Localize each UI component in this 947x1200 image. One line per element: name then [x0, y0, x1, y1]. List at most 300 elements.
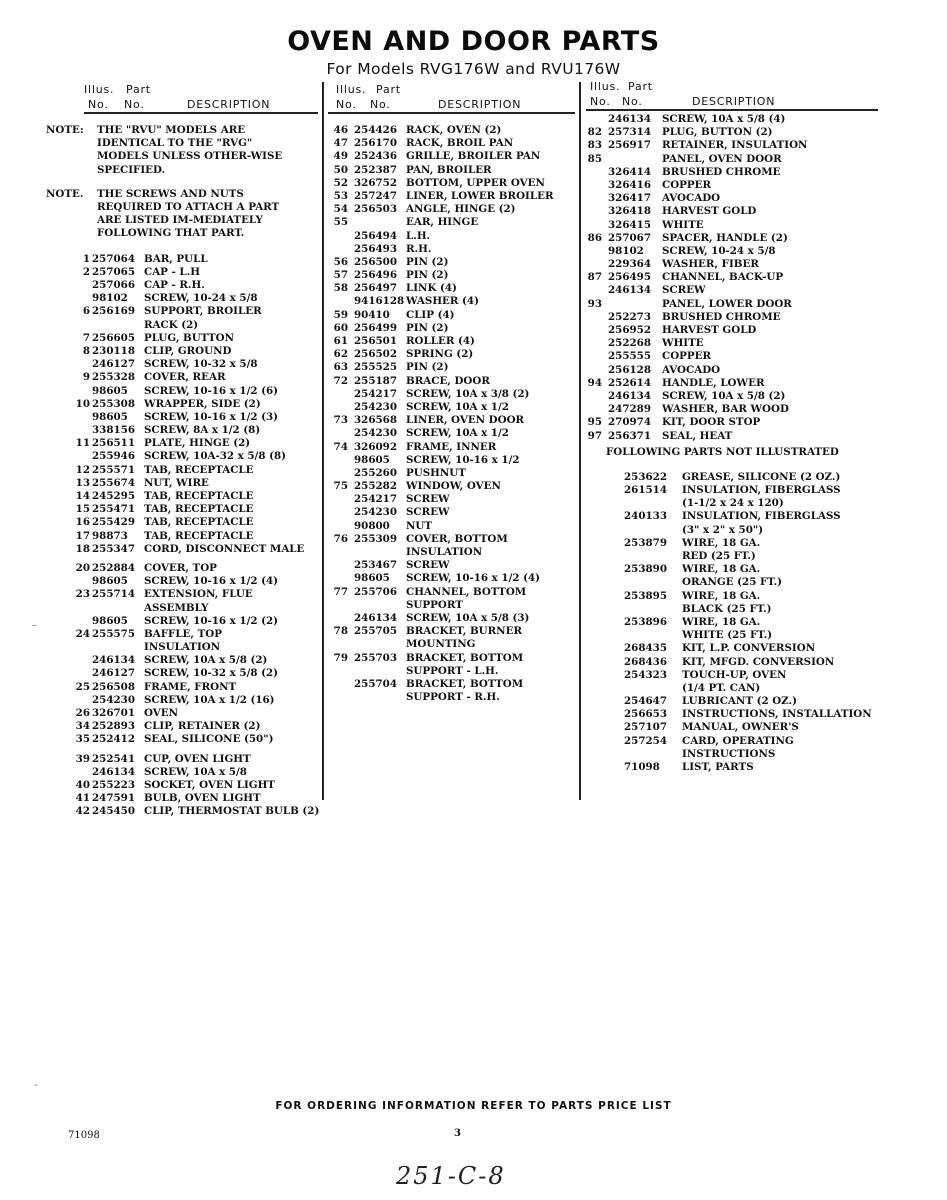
part-description: SCREW, 10A-32 x 5/8 (8) — [144, 450, 286, 463]
part-row — [46, 694, 318, 707]
part-row — [586, 656, 878, 669]
header-rule — [586, 109, 878, 111]
illus-number: 6 — [82, 305, 90, 318]
part-description: PUSHNUT — [406, 466, 466, 479]
part-description: LUBRICANT (2 OZ.) — [682, 695, 797, 708]
part-number: 240133 — [624, 510, 667, 523]
part-description: LINK (4) — [406, 282, 457, 295]
part-row — [586, 126, 878, 139]
part-row — [328, 678, 575, 691]
part-number: 245450 — [92, 805, 135, 818]
part-description: RACK, OVEN (2) — [406, 124, 502, 136]
illus-number: 53 — [333, 189, 348, 202]
part-number: 256605 — [92, 331, 135, 344]
part-number: 255704 — [354, 677, 397, 690]
part-number: 255471 — [92, 503, 135, 516]
part-row — [46, 424, 318, 437]
part-description: EXTENSION, FLUE — [144, 588, 253, 601]
part-description: INSULATION, FIBERGLASS — [682, 510, 841, 523]
part-number: 257247 — [354, 189, 397, 202]
part-number: 255706 — [354, 585, 397, 598]
part-row — [586, 311, 878, 324]
part-row — [586, 179, 878, 192]
part-description: SCREW, 10A x 5/8 (4) — [662, 113, 786, 125]
part-row — [586, 390, 878, 403]
illus-number: 73 — [333, 414, 348, 427]
part-description: NUT — [406, 519, 433, 532]
part-row — [46, 516, 318, 529]
part-description: SCREW, 10-32 x 5/8 (2) — [144, 667, 278, 680]
part-number: 256952 — [608, 324, 651, 336]
part-description: WASHER, BAR WOOD — [662, 403, 789, 416]
part-row — [586, 232, 878, 245]
part-number: 255260 — [354, 466, 397, 479]
part-row — [46, 779, 318, 792]
part-row — [328, 401, 575, 414]
part-row — [46, 753, 318, 766]
illus-number: 9 — [82, 371, 90, 384]
part-description: PLUG, BUTTON (2) — [662, 126, 773, 139]
illus-number: 23 — [75, 588, 90, 601]
part-row — [46, 411, 318, 424]
illus-number: 57 — [333, 269, 348, 282]
part-row — [586, 629, 878, 642]
part-row — [46, 543, 318, 556]
part-description: SCREW, 10A x 5/8 (2) — [144, 654, 268, 667]
page-subtitle: For Models RVG176W and RVU176W — [326, 60, 621, 78]
part-description: TAB, RECEPTACLE — [144, 529, 254, 542]
part-description: FRAME, FRONT — [144, 680, 237, 693]
illus-number: 85 — [587, 152, 602, 165]
part-number: 256495 — [608, 271, 651, 284]
part-description: SCREW, 10A x 5/8 (2) — [662, 389, 786, 402]
part-row — [586, 245, 878, 258]
part-description: BRACKET, BURNER — [406, 625, 523, 638]
part-number: 255308 — [92, 397, 135, 410]
part-row — [586, 364, 878, 377]
description-header: DESCRIPTION — [438, 98, 522, 111]
part-row — [586, 113, 878, 126]
part-number: 256493 — [354, 242, 397, 255]
ordering-note: FOR ORDERING INFORMATION REFER TO PARTS PRICE LIST — [275, 1100, 672, 1112]
illus-number: 54 — [333, 203, 348, 216]
part-number: 270974 — [608, 416, 651, 429]
part-number: 256128 — [608, 363, 651, 376]
part-number: 257067 — [608, 231, 651, 244]
part-row — [46, 332, 318, 345]
part-row — [328, 230, 575, 243]
part-row — [328, 599, 575, 612]
part-number: 9416128 — [354, 295, 405, 308]
part-description: SUPPORT - R.H. — [406, 691, 500, 704]
part-description: CLIP (4) — [406, 308, 455, 321]
part-row — [46, 477, 318, 490]
part-number: 253895 — [624, 589, 667, 602]
illus-number: 78 — [333, 625, 348, 638]
part-row — [46, 615, 318, 628]
part-number: 256499 — [354, 321, 397, 334]
part-description: MANUAL, OWNER'S — [682, 721, 799, 734]
part-row — [328, 150, 575, 163]
part-row — [586, 721, 878, 734]
description-header: DESCRIPTION — [187, 98, 271, 111]
part-row — [586, 416, 878, 429]
part-no-header: No. — [370, 98, 391, 111]
parts-column-2 — [328, 80, 575, 704]
part-row — [46, 707, 318, 720]
part-number: 252273 — [608, 310, 651, 323]
illus-number: 62 — [333, 348, 348, 361]
part-number: 257066 — [92, 279, 135, 291]
part-number: 246134 — [608, 284, 651, 297]
illus-header: Illus. — [336, 83, 367, 96]
part-description: HANDLE, LOWER — [662, 376, 765, 389]
illus-number: 1 — [82, 252, 90, 265]
scan-mark: - — [34, 1080, 38, 1091]
part-description: SCREW, 10A x 1/2 — [406, 400, 509, 413]
part-row — [328, 164, 575, 177]
illus-number: 83 — [587, 139, 602, 152]
part-description: GRILLE, BROILER PAN — [406, 150, 541, 163]
illus-number: 40 — [75, 778, 90, 791]
part-description: WIRE, 18 GA. — [682, 536, 761, 549]
part-description: PAN, BROILER — [406, 163, 492, 176]
part-description: SCREW, 10-16 x 1/2 (4) — [406, 572, 540, 585]
part-row — [46, 588, 318, 601]
part-description: INSTRUCTIONS — [682, 747, 776, 760]
note-text: THE SCREWS AND NUTS REQUIRED TO ATTACH A PART ARE LISTED IM-MEDIATELY FOLLOWING THAT PART. — [97, 187, 280, 240]
part-number: 98605 — [92, 410, 128, 423]
part-row — [46, 503, 318, 516]
part-description: TAB, RECEPTACLE — [144, 516, 254, 529]
part-row — [586, 324, 878, 337]
illus-number: 87 — [587, 271, 602, 284]
part-description: BRACE, DOOR — [406, 374, 490, 387]
part-description: SEAL, SILICONE (50") — [144, 733, 274, 746]
header-rule — [84, 112, 318, 114]
part-row — [46, 733, 318, 746]
part-description: WRAPPER, SIDE (2) — [144, 397, 261, 410]
part-number: 255705 — [354, 625, 397, 638]
part-number: 257064 — [92, 252, 135, 265]
part-row — [586, 550, 878, 563]
part-row — [46, 305, 318, 318]
part-description: L.H. — [406, 229, 431, 242]
illus-number: 60 — [333, 321, 348, 334]
part-description: ORANGE (25 FT.) — [682, 576, 783, 589]
part-row — [328, 295, 575, 308]
part-row — [586, 669, 878, 682]
part-number: 254230 — [354, 506, 397, 519]
part-description: PIN (2) — [406, 255, 449, 268]
part-number: 256502 — [354, 348, 397, 361]
part-row — [586, 735, 878, 748]
part-row — [328, 441, 575, 454]
part-row — [46, 720, 318, 733]
part-number: 246127 — [92, 667, 135, 680]
part-description: INSULATION — [144, 641, 221, 654]
illus-number: 24 — [75, 627, 90, 640]
part-number: 256169 — [92, 305, 135, 318]
illus-number: 34 — [75, 720, 90, 733]
part-description: INSULATION — [406, 546, 483, 558]
part-row — [328, 243, 575, 256]
part-row — [586, 471, 878, 484]
part-row — [586, 430, 878, 443]
part-row — [328, 625, 575, 638]
part-row — [328, 256, 575, 269]
part-row — [328, 533, 575, 546]
part-description: HARVEST GOLD — [662, 324, 757, 336]
part-row — [46, 358, 318, 371]
part-row — [586, 284, 878, 297]
part-description: AVOCADO — [662, 363, 721, 376]
part-description: SCREW, 10-16 x 1/2 (6) — [144, 384, 278, 397]
part-description: WASHER (4) — [406, 295, 479, 308]
part-row — [586, 576, 878, 589]
page-title: OVEN AND DOOR PARTS — [287, 26, 660, 57]
part-number: 261514 — [624, 484, 667, 497]
part-description: WIRE, 18 GA. — [682, 563, 761, 576]
part-row — [328, 190, 575, 203]
part-description: ASSEMBLY — [144, 601, 209, 614]
part-number: 252268 — [608, 337, 651, 350]
part-number: 253622 — [624, 470, 667, 483]
part-number: 229364 — [608, 258, 651, 271]
part-number: 247591 — [92, 792, 135, 805]
part-description: OVEN — [144, 707, 179, 719]
part-description: SCREW, 10-24 x 5/8 — [144, 292, 258, 305]
illus-number: 47 — [333, 137, 348, 150]
part-number: 255429 — [92, 516, 135, 529]
part-number: 254230 — [92, 693, 135, 706]
part-number: 257254 — [624, 734, 667, 747]
illus-no-header: No. — [590, 95, 611, 108]
part-number: 90410 — [354, 308, 390, 321]
illus-number: 2 — [82, 265, 90, 278]
part-row — [586, 166, 878, 179]
part-number: 252614 — [608, 376, 651, 389]
part-row — [328, 480, 575, 493]
part-header: Part — [628, 80, 653, 93]
part-description: WHITE — [662, 218, 704, 231]
part-number: 256503 — [354, 203, 397, 216]
part-row — [586, 219, 878, 232]
part-row — [328, 586, 575, 599]
part-number: 252884 — [92, 561, 135, 574]
part-description: SCREW, 10A x 5/8 — [144, 765, 247, 778]
part-row — [328, 282, 575, 295]
part-description: PANEL, LOWER DOOR — [662, 297, 792, 310]
part-number: 256511 — [92, 437, 135, 450]
part-row — [328, 203, 575, 216]
part-row — [328, 335, 575, 348]
part-description: SCREW, 10-24 x 5/8 — [662, 244, 776, 257]
part-row — [46, 253, 318, 266]
part-row — [46, 292, 318, 305]
part-description: SCREW — [406, 493, 450, 506]
illus-number: 13 — [75, 476, 90, 489]
part-row — [586, 537, 878, 550]
part-row — [586, 497, 878, 510]
parts-list — [328, 124, 575, 704]
part-description: CHANNEL, BACK-UP — [662, 271, 784, 284]
part-number: 255282 — [354, 480, 397, 493]
part-number: 245295 — [92, 490, 135, 502]
parts-column-1 — [46, 80, 318, 819]
part-description: WIRE, 18 GA. — [682, 615, 761, 628]
illus-number: 95 — [587, 416, 602, 429]
illus-number: 56 — [333, 255, 348, 268]
part-description: SCREW, 10A x 1/2 (16) — [144, 693, 275, 706]
part-row — [586, 510, 878, 523]
part-number: 257314 — [608, 126, 651, 139]
part-row — [328, 691, 575, 704]
illus-number: 25 — [75, 680, 90, 693]
part-row — [586, 139, 878, 152]
part-description: PIN (2) — [406, 361, 449, 374]
document-number: 71098 — [68, 1130, 100, 1141]
part-description: BOTTOM, UPPER OVEN — [406, 176, 545, 189]
part-number: 256497 — [354, 282, 397, 295]
part-description: SCREW, 10-32 x 5/8 — [144, 358, 258, 371]
illus-number: 86 — [587, 231, 602, 244]
illus-number: 17 — [75, 529, 90, 542]
part-row — [46, 266, 318, 279]
part-description: CLIP, GROUND — [144, 344, 232, 357]
part-description: CORD, DISCONNECT MALE — [144, 542, 305, 555]
part-description: SUPPORT, BROILER — [144, 305, 262, 318]
part-number: 256501 — [354, 335, 397, 347]
part-description: MOUNTING — [406, 638, 476, 651]
part-row — [328, 652, 575, 665]
illus-number: 82 — [587, 126, 602, 139]
part-description: HARVEST GOLD — [662, 205, 757, 218]
part-description: LINER, OVEN DOOR — [406, 414, 525, 427]
note — [46, 124, 318, 177]
part-description: TAB, RECEPTACLE — [144, 490, 254, 502]
part-description: SCREW, 10A x 5/8 (3) — [406, 611, 530, 624]
part-description: TAB, RECEPTACLE — [144, 503, 254, 516]
illus-header: Illus. — [84, 83, 115, 96]
part-description: BRACKET, BOTTOM — [406, 651, 524, 664]
part-number: 71098 — [624, 761, 660, 774]
part-row — [328, 546, 575, 559]
part-row — [46, 766, 318, 779]
illus-number: 7 — [82, 331, 90, 344]
part-row — [586, 695, 878, 708]
part-row — [46, 464, 318, 477]
part-description: WHITE — [662, 337, 704, 350]
illus-number: 58 — [333, 282, 348, 295]
part-number: 246134 — [354, 611, 397, 624]
part-description: SCREW, 10-16 x 1/2 (3) — [144, 410, 278, 423]
column-header — [328, 80, 575, 114]
illus-number: 26 — [75, 707, 90, 719]
part-row — [586, 153, 878, 166]
part-row — [586, 298, 878, 311]
illus-number: 97 — [587, 429, 602, 442]
part-number: 255674 — [92, 476, 135, 489]
part-row — [586, 337, 878, 350]
part-number: 253896 — [624, 615, 667, 628]
part-number: 256496 — [354, 269, 397, 282]
part-row — [46, 371, 318, 384]
part-number: 98605 — [354, 572, 390, 585]
part-number: 326417 — [608, 192, 651, 205]
illus-no-header: No. — [88, 98, 109, 111]
part-header: Part — [126, 83, 151, 96]
part-description: SCREW — [662, 284, 706, 297]
illus-number: 20 — [75, 561, 90, 574]
part-row — [586, 484, 878, 497]
part-description: SOCKET, OVEN LIGHT — [144, 778, 275, 791]
part-row — [46, 792, 318, 805]
header-rule — [328, 112, 575, 114]
part-number: 254230 — [354, 427, 397, 440]
part-number: 246134 — [92, 765, 135, 778]
part-description: (1-1/2 x 24 x 120) — [682, 497, 784, 510]
part-row — [46, 279, 318, 292]
part-number: 326701 — [92, 707, 135, 719]
part-number: 256500 — [354, 255, 397, 268]
part-description: CLIP, RETAINER (2) — [144, 720, 261, 733]
part-row — [46, 562, 318, 575]
part-description: SPRING (2) — [406, 348, 474, 361]
part-row — [46, 490, 318, 503]
part-description: INSTRUCTIONS, INSTALLATION — [682, 708, 872, 721]
part-row — [328, 309, 575, 322]
part-description: BRACKET, BOTTOM — [406, 677, 524, 690]
part-number: 256371 — [608, 429, 651, 442]
parts-column-3 — [586, 80, 878, 774]
part-row — [328, 454, 575, 467]
part-number: 254230 — [354, 400, 397, 413]
part-number: 247289 — [608, 403, 651, 416]
illus-number: 35 — [75, 733, 90, 746]
part-description: R.H. — [406, 242, 432, 255]
column-divider — [322, 82, 324, 800]
illus-number: 61 — [333, 335, 348, 347]
part-number: 255946 — [92, 450, 135, 463]
illus-number: 94 — [587, 376, 602, 389]
part-header: Part — [376, 83, 401, 96]
part-row — [586, 192, 878, 205]
part-number: 255525 — [354, 361, 397, 374]
part-description: SCREW — [406, 506, 450, 519]
part-number: 252436 — [354, 150, 397, 163]
part-description: CLIP, THERMOSTAT BULB (2) — [144, 805, 320, 818]
part-number: 255571 — [92, 463, 135, 476]
part-description: COPPER — [662, 178, 712, 191]
part-description: KIT, MFGD. CONVERSION — [682, 655, 835, 668]
part-row — [328, 414, 575, 427]
part-number: 256508 — [92, 680, 135, 693]
note-label: NOTE: — [46, 124, 84, 136]
part-row — [586, 377, 878, 390]
part-number: 326414 — [608, 165, 651, 178]
illus-number: 63 — [333, 361, 348, 374]
part-description: LINER, LOWER BROILER — [406, 189, 554, 202]
illus-number: 14 — [75, 490, 90, 502]
part-description: SPACER, HANDLE (2) — [662, 231, 788, 244]
part-row — [46, 575, 318, 588]
part-description: SUPPORT — [406, 598, 463, 611]
part-description: PANEL, OVEN DOOR — [662, 152, 782, 165]
part-number: 254217 — [354, 387, 397, 400]
part-description: PIN (2) — [406, 269, 449, 282]
illus-number: 72 — [333, 374, 348, 387]
